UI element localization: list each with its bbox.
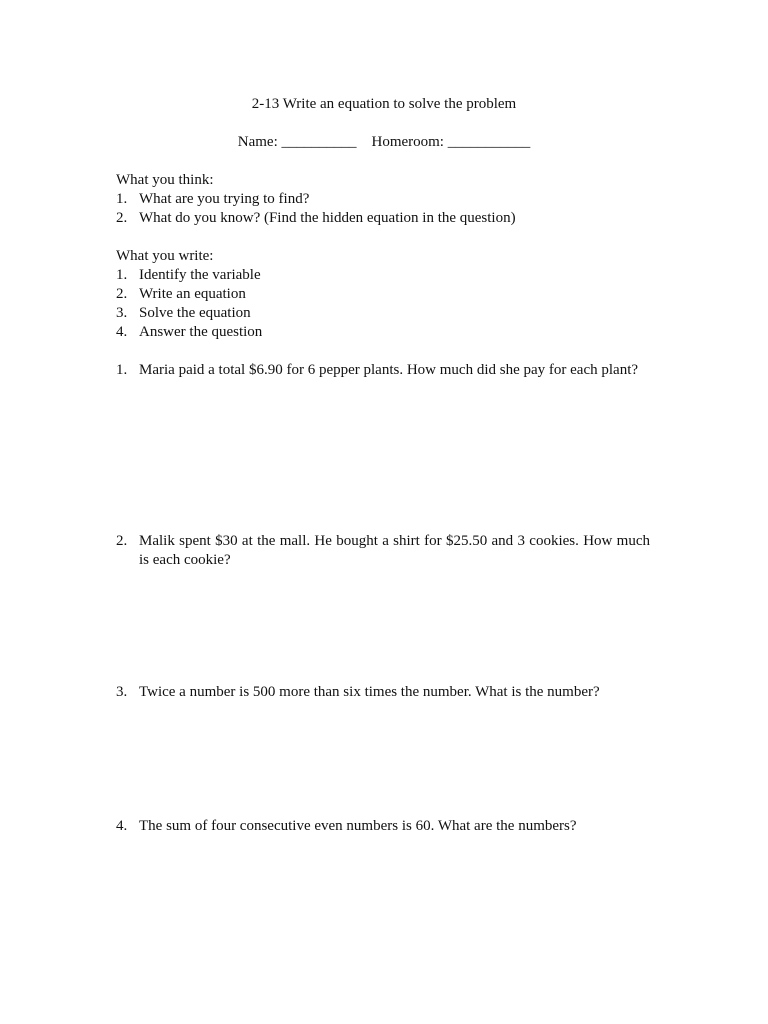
list-item	[116, 323, 650, 342]
list-item-text: What are you trying to find?	[139, 191, 310, 207]
problem-text: Malik spent $30 at the mall. He bought a shirt for $25.50 and 3 cookies. How much is each cookie?	[139, 533, 650, 568]
problem-2	[116, 532, 650, 570]
name-homeroom-line	[0, 133, 768, 152]
list-item-text: Identify the variable	[139, 267, 261, 283]
list-item-text: Solve the equation	[139, 305, 251, 321]
problem-1	[116, 361, 650, 380]
problem-number: 2.	[116, 533, 128, 549]
worksheet-title: 2-13 Write an equation to solve the problem	[251, 96, 517, 112]
problem-text: The sum of four consecutive even numbers is 60. What are the numbers?	[139, 818, 577, 834]
list-item	[116, 190, 650, 209]
problem-4	[116, 817, 650, 836]
problem-text: Maria paid a total $6.90 for 6 pepper plants. How much did she pay for each plant?	[139, 362, 639, 378]
what-you-think-section	[116, 171, 650, 228]
what-you-think-heading: What you think:	[116, 172, 214, 188]
list-item-text: Write an equation	[139, 286, 246, 302]
list-item-number: 4.	[116, 324, 128, 340]
name-field-label: Name: __________	[237, 134, 357, 150]
problem-text: Twice a number is 500 more than six times the number. What is the number?	[139, 684, 600, 700]
problem-item	[116, 532, 650, 570]
problem-number: 1.	[116, 362, 128, 378]
list-item-text: Answer the question	[139, 324, 263, 340]
list-item	[116, 209, 650, 228]
list-item	[116, 304, 650, 323]
list-item-number: 1.	[116, 191, 128, 207]
list-item-number: 2.	[116, 286, 128, 302]
problem-item	[116, 683, 650, 702]
problem-3	[116, 683, 650, 702]
list-item-number: 3.	[116, 305, 128, 321]
what-you-write-heading: What you write:	[116, 248, 214, 264]
problem-item	[116, 817, 650, 836]
list-item	[116, 285, 650, 304]
problem-number: 3.	[116, 684, 128, 700]
what-you-write-section	[116, 247, 650, 342]
problem-number: 4.	[116, 818, 128, 834]
homeroom-field-label: Homeroom: ___________	[371, 134, 531, 150]
list-item-text: What do you know? (Find the hidden equation in the question)	[139, 210, 516, 226]
list-item-number: 2.	[116, 210, 128, 226]
list-item-number: 1.	[116, 267, 128, 283]
list-item	[116, 266, 650, 285]
problem-item	[116, 361, 650, 380]
